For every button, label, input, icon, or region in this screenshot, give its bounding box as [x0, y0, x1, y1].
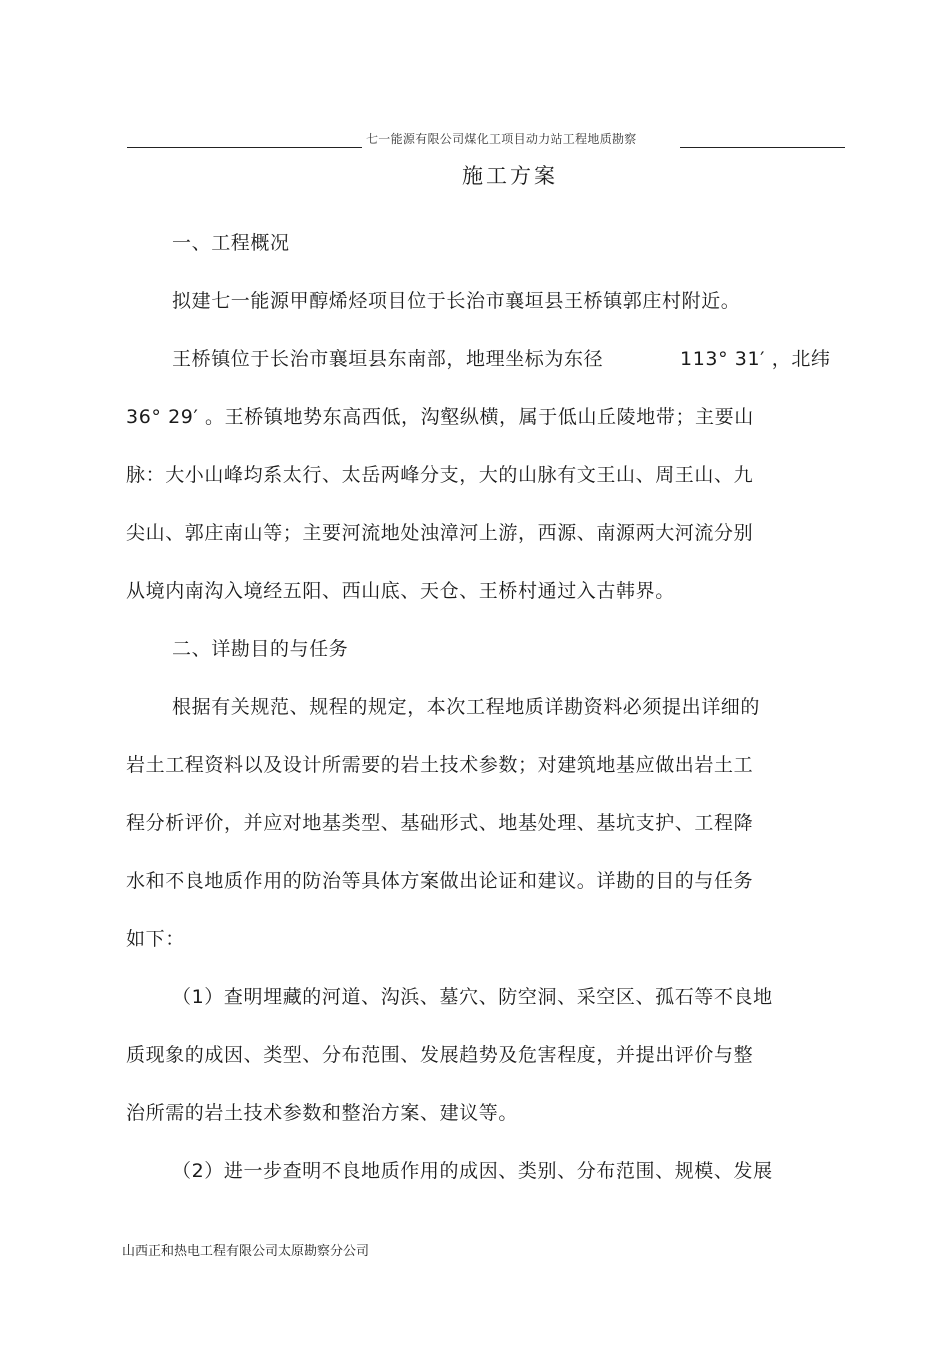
list-item-2: （2）进一步查明不良地质作用的成因、类别、分布范围、规模、发展	[172, 1160, 773, 1182]
paragraph-line: 拟建七一能源甲醇烯烃项目位于长治市襄垣县王桥镇郭庄村附近。	[172, 290, 741, 312]
section-heading-2: 二、详勘目的与任务	[172, 638, 349, 660]
paragraph-line: 如下：	[126, 928, 185, 950]
paragraph-line: 岩土工程资料以及设计所需要的岩土技术参数；对建筑地基应做出岩土工	[126, 754, 754, 776]
paragraph-line: 水和不良地质作用的防治等具体方案做出论证和建议。详勘的目的与任务	[126, 870, 754, 892]
paragraph-line: 从境内南沟入境经五阳、西山底、天仓、王桥村通过入古韩界。	[126, 580, 675, 602]
paragraph-line: 尖山、郭庄南山等；主要河流地处浊漳河上游，西源、南源两大河流分别	[126, 522, 754, 544]
paragraph-line: 36° 29′ 。王桥镇地势东高西低，沟壑纵横，属于低山丘陵地带；主要山	[126, 406, 754, 428]
header-rule-left	[127, 147, 362, 148]
paragraph-line: 程分析评价，并应对地基类型、基础形式、地基处理、基坑支护、工程降	[126, 812, 754, 834]
running-header: 七一能源有限公司煤化工项目动力站工程地质勘察	[366, 132, 637, 146]
paragraph-line: 质现象的成因、类型、分布范围、发展趋势及危害程度，并提出评价与整	[126, 1044, 754, 1066]
paragraph-line: 根据有关规范、规程的规定，本次工程地质详勘资料必须提出详细的	[172, 696, 761, 718]
footer-company: 山西正和热电工程有限公司太原勘察分公司	[122, 1244, 370, 1259]
paragraph-line: 治所需的岩土技术参数和整治方案、建议等。	[126, 1102, 519, 1124]
document-title: 施工方案	[462, 164, 558, 188]
paragraph-line: 脉：大小山峰均系太行、太岳两峰分支，大的山脉有文王山、周王山、九	[126, 464, 754, 486]
paragraph-line: 王桥镇位于长治市襄垣县东南部，地理坐标为东径	[172, 348, 604, 370]
coordinates-text: 113° 31′ ，北纬	[680, 348, 831, 370]
section-heading-1: 一、工程概况	[172, 232, 290, 254]
header-rule-right	[680, 147, 845, 148]
list-item-1: （1）查明埋藏的河道、沟浜、墓穴、防空洞、采空区、孤石等不良地	[172, 986, 773, 1008]
